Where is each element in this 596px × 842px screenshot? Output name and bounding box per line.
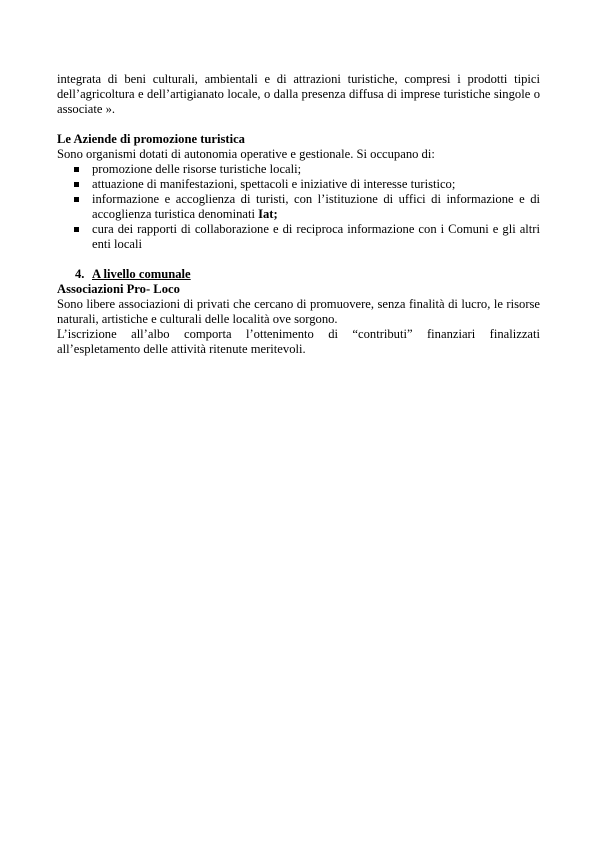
list-item-bold-text: Iat; [258, 207, 278, 221]
subsection-title-proloco: Associazioni Pro- Loco [57, 282, 180, 296]
heading-number: 4. [75, 267, 85, 281]
numbered-heading-comunale [57, 267, 540, 282]
intro-quote-continuation: integrata di beni culturali, ambientali e di attrazioni turistiche, compresi i prodotti tipici dell’agricoltura e dell’artigianato locale, o dalla presenza diffusa di imprese turistiche singole o associate ». [57, 72, 540, 116]
list-item-text: cura dei rapporti di collaborazione e di reciproca informazione con i Comuni e gli altri enti locali [92, 222, 540, 251]
paragraph-proloco-1: Sono libere associazioni di privati che cercano di promuovere, senza finalità di lucro, le risorse naturali, artistiche e culturali delle località ove sorgono. [57, 297, 540, 326]
square-bullet-icon [74, 227, 79, 232]
section-intro-aziende: Sono organismi dotati di autonomia operative e gestionale. Si occupano di: [57, 147, 435, 161]
list-item-text: promozione delle risorse turistiche locali; [92, 162, 302, 176]
aziende-bullet-list [57, 162, 540, 252]
square-bullet-icon [74, 182, 79, 187]
list-item [57, 222, 540, 252]
section-title-comunale: A livello comunale [92, 267, 191, 281]
list-item-text: informazione e accoglienza di turisti, con l’istituzione di uffici di informazione e di accoglienza turistica denominati [92, 192, 540, 221]
spacer [57, 117, 540, 132]
page-content [57, 72, 540, 357]
list-item [57, 177, 540, 192]
list-item [57, 162, 540, 177]
square-bullet-icon [74, 197, 79, 202]
list-item [57, 192, 540, 222]
square-bullet-icon [74, 167, 79, 172]
paragraph-proloco-2: L’iscrizione all’albo comporta l’ottenimento di “contributi” finanziari finalizzati all’espletamento delle attività ritenute meritevoli. [57, 327, 540, 356]
list-item-text: attuazione di manifestazioni, spettacoli e iniziative di interesse turistico; [92, 177, 456, 191]
section-title-aziende: Le Aziende di promozione turistica [57, 132, 245, 146]
spacer [57, 252, 540, 267]
